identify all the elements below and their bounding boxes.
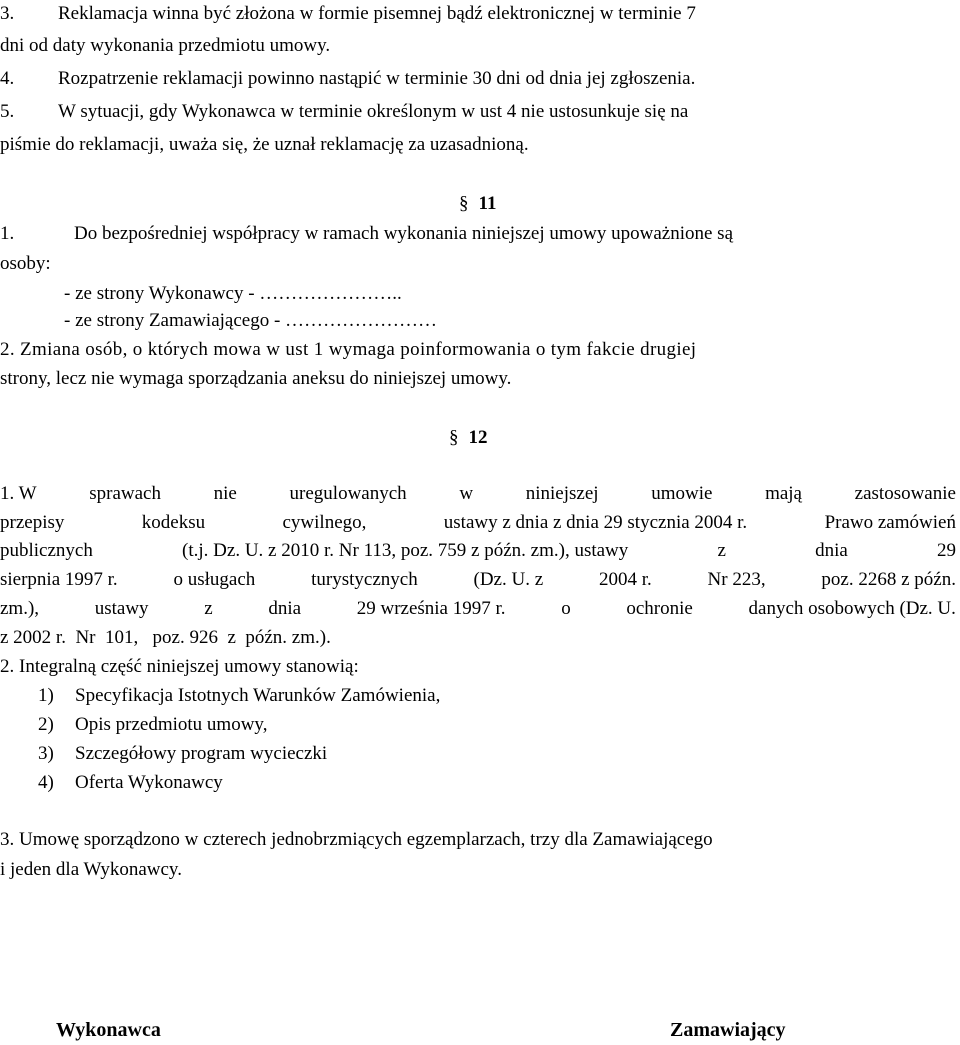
- word: sierpnia 1997 r.: [0, 569, 118, 590]
- word: turystycznych: [311, 569, 418, 590]
- s11-para-2-text: 2. Zmiana osób, o których mowa w ust 1 wymaga poinformowania o tym fakcie drugiej: [0, 339, 697, 360]
- word: nie: [213, 483, 237, 504]
- para-3-line-1: [0, 4, 696, 23]
- word: dnia: [815, 540, 848, 561]
- word: zm.),: [0, 598, 40, 619]
- para-4-number: 4.: [0, 68, 15, 89]
- word: przepisy: [0, 512, 65, 533]
- list-number: 4): [38, 772, 54, 793]
- word: z: [717, 540, 726, 561]
- word: uregulowanych: [289, 483, 407, 504]
- list-item: [38, 686, 440, 705]
- word: sprawach: [89, 483, 161, 504]
- word: poz. 2268 z późn.: [821, 569, 956, 590]
- list-text: Szczegółowy program wycieczki: [75, 743, 328, 764]
- list-item: [38, 744, 327, 763]
- list-text: Oferta Wykonawcy: [75, 772, 223, 793]
- para-5-text: W sytuacji, gdy Wykonawca w terminie określonym w ust 4 nie ustosunkuje się na: [58, 101, 689, 122]
- section-11-heading: [459, 194, 496, 213]
- word: mają: [765, 483, 802, 504]
- s11-para-2-line-1: [0, 340, 956, 359]
- section-number: 12: [468, 427, 488, 448]
- contact-ordering-party: - ze strony Zamawiającego - ……………………: [64, 310, 438, 331]
- word: Nr 223,: [707, 569, 766, 590]
- s12-para-1-line-5: [0, 599, 956, 618]
- word: (Dz. U. z: [473, 569, 544, 590]
- signature-ordering-party: Zamawiający: [670, 1019, 786, 1041]
- word: zastosowanie: [854, 483, 956, 504]
- list-item: [38, 715, 267, 734]
- word: ustawy: [94, 598, 149, 619]
- para-3-text: Reklamacja winna być złożona w formie pisemnej bądź elektronicznej w terminie 7: [58, 3, 696, 24]
- word: ustawy z dnia z dnia 29 stycznia 2004 r.: [443, 512, 748, 533]
- s12-para-3-line-1: 3. Umowę sporządzono w czterech jednobrzmiących egzemplarzach, trzy dla Zamawiającego: [0, 829, 713, 850]
- s11-para-1-number: 1.: [0, 223, 15, 244]
- word: cywilnego,: [282, 512, 367, 533]
- list-text: Specyfikacja Istotnych Warunków Zamówienia,: [75, 685, 441, 706]
- s12-para-1-line-4: [0, 570, 956, 589]
- word: publicznych: [0, 540, 93, 561]
- word: o usługach: [173, 569, 256, 590]
- section-sign: §: [449, 427, 459, 448]
- s12-para-1-line-2: [0, 513, 956, 532]
- s11-para-1-text: Do bezpośredniej współpracy w ramach wykonania niniejszej umowy upoważnione są: [74, 223, 733, 244]
- s11-para-1-line-1: [0, 224, 733, 243]
- para-4-text: Rozpatrzenie reklamacji powinno nastąpić w terminie 30 dni od dnia jej zgłoszenia.: [58, 68, 696, 89]
- word: w: [459, 483, 474, 504]
- word: 29: [937, 540, 956, 561]
- word: danych osobowych (Dz. U.: [748, 598, 956, 619]
- list-item: [38, 773, 223, 792]
- word: 1. W: [0, 483, 37, 504]
- word: (t.j. Dz. U. z 2010 r. Nr 113, poz. 759 z późn. zm.), ustawy: [182, 540, 629, 561]
- list-text: Opis przedmiotu umowy,: [75, 714, 268, 735]
- s12-para-1-line-3: [0, 541, 956, 560]
- word: Prawo zamówień: [824, 512, 956, 533]
- word: dnia: [268, 598, 302, 619]
- word: niniejszej: [525, 483, 599, 504]
- word: o: [561, 598, 571, 619]
- section-number: 11: [478, 193, 497, 214]
- para-5-number: 5.: [0, 101, 15, 122]
- signature-contractor: Wykonawca: [56, 1019, 161, 1041]
- para-4: [0, 69, 695, 88]
- word: ochronie: [626, 598, 693, 619]
- s11-para-1-line-2: osoby:: [0, 253, 51, 274]
- s12-para-3-line-2: i jeden dla Wykonawcy.: [0, 859, 182, 880]
- list-number: 2): [38, 714, 54, 735]
- word: kodeksu: [141, 512, 206, 533]
- s12-para-1-line-6: z 2002 r. Nr 101, poz. 926 z późn. zm.).: [0, 627, 331, 648]
- word: z: [204, 598, 213, 619]
- para-5-line-1: [0, 102, 688, 121]
- list-number: 1): [38, 685, 54, 706]
- para-5-line-2: piśmie do reklamacji, uważa się, że uznał reklamację za uzasadnioną.: [0, 134, 529, 155]
- word: 29 września 1997 r.: [356, 598, 506, 619]
- para-3-line-2: dni od daty wykonania przedmiotu umowy.: [0, 35, 331, 56]
- section-12-heading: [449, 428, 488, 447]
- s12-para-1-line-1: [0, 484, 956, 503]
- s12-para-2: 2. Integralną część niniejszej umowy stanowią:: [0, 656, 359, 677]
- section-sign: §: [459, 193, 469, 214]
- word: 2004 r.: [598, 569, 652, 590]
- contact-contractor: - ze strony Wykonawcy - …………………..: [64, 283, 402, 304]
- list-number: 3): [38, 743, 54, 764]
- word: umowie: [651, 483, 713, 504]
- para-3-number: 3.: [0, 3, 15, 24]
- s11-para-2-line-2: strony, lecz nie wymaga sporządzania aneksu do niniejszej umowy.: [0, 368, 512, 389]
